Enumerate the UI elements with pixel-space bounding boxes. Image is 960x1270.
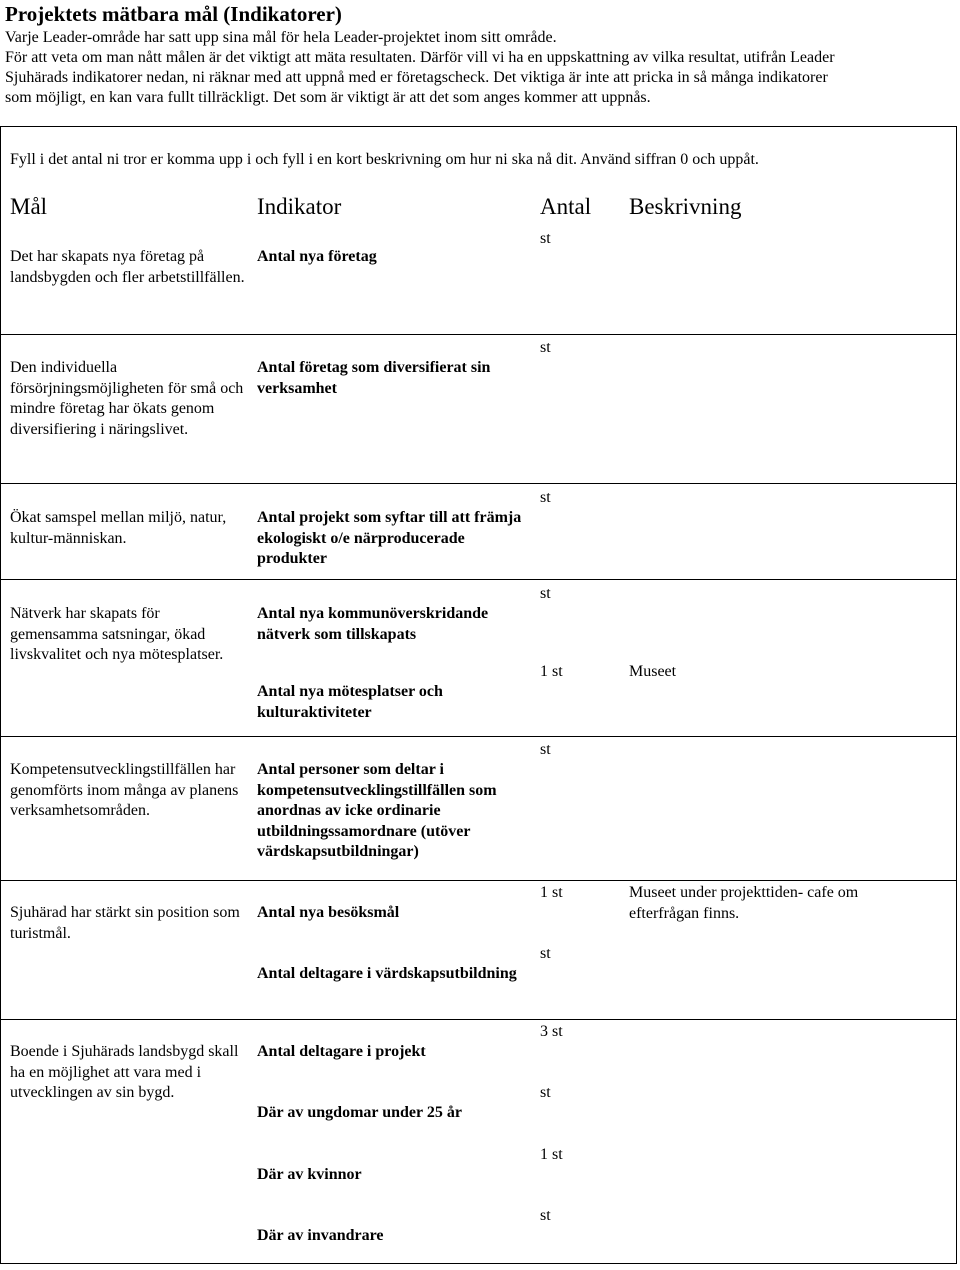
row-divider [0, 880, 957, 881]
indicator-text: Antal deltagare i värdskapsutbildning [257, 965, 517, 982]
intro-line: För att veta om man nått målen är det viktigt att mäta resultaten. Därför vill vi ha en uppskattning av vilka resultat, utifrån Leader [5, 49, 835, 66]
row-divider [0, 483, 957, 484]
row-divider [0, 1019, 957, 1020]
page-title: Projektets mätbara mål (Indikatorer) [5, 2, 342, 26]
header-indicator: Indikator [257, 194, 342, 219]
row-divider [0, 579, 957, 580]
count-field[interactable]: st [540, 339, 551, 356]
instruction-text: Fyll i det antal ni tror er komma upp i och fyll i en kort beskrivning om hur ni ska nå dit. Använd siffran 0 och uppåt. [10, 151, 759, 168]
row-divider [0, 334, 957, 335]
indicator-text: Antal nya besöksmål [257, 904, 400, 921]
count-field[interactable]: st [540, 489, 551, 506]
indicator-text: Antal nya mötesplatser och kulturaktiviteter [257, 683, 443, 721]
header-goal: Mål [10, 194, 48, 219]
count-field[interactable]: st [540, 741, 551, 758]
count-field[interactable]: st [540, 585, 551, 602]
description-field[interactable]: Museet [629, 663, 677, 680]
header-count: Antal [540, 194, 592, 219]
indicator-text: Där av invandrare [257, 1227, 384, 1244]
count-field[interactable]: 1 st [540, 1146, 563, 1163]
indicator-text: Antal deltagare i projekt [257, 1043, 426, 1060]
goal-text: Ökat samspel mellan miljö, natur, kultur-människan. [10, 509, 227, 547]
indicator-text: Antal nya företag [257, 248, 377, 265]
goal-text: Kompetensutvecklingstillfällen har genomförts inom många av planens verksamhetsområden. [10, 761, 239, 819]
indicator-text: Antal företag som diversifierat sin verksamhet [257, 359, 491, 397]
intro-line: Sjuhärads indikatorer nedan, ni räknar med att uppnå med er företagscheck. Det viktiga är inte att pricka in så många indikatorer [5, 69, 828, 86]
count-field[interactable]: st [540, 1084, 551, 1101]
count-field[interactable]: st [540, 230, 551, 247]
goal-text: Det har skapats nya företag på landsbygden och fler arbetstillfällen. [10, 248, 245, 286]
count-field[interactable]: st [540, 945, 551, 962]
description-field[interactable]: Museet under projekttiden- cafe om efterfrågan finns. [629, 884, 859, 922]
intro-line: Varje Leader-område har satt upp sina mål för hela Leader-projektet inom sitt område. [5, 29, 557, 46]
goal-text: Boende i Sjuhärads landsbygd skall ha en möjlighet att vara med i utvecklingen av sin bygd. [10, 1043, 239, 1101]
indicator-text: Där av ungdomar under 25 år [257, 1104, 462, 1121]
count-field[interactable]: 3 st [540, 1023, 563, 1040]
indicator-text: Antal personer som deltar i kompetensutvecklingstillfällen som anordnas av icke ordinarie utbildningssamordnare (utöver värdskapsutbildningar) [257, 761, 497, 860]
indicator-text: Antal nya kommunöverskridande nätverk som tillskapats [257, 605, 489, 643]
goal-text: Sjuhärad har stärkt sin position som turistmål. [10, 904, 240, 942]
indicator-text: Där av kvinnor [257, 1166, 362, 1183]
intro-line: som möjligt, en kan vara fullt tillräckligt. Det som är viktigt är att det som anges kommer att uppnås. [5, 89, 651, 106]
header-description: Beskrivning [629, 194, 742, 219]
count-field[interactable]: 1 st [540, 663, 563, 680]
count-field[interactable]: st [540, 1207, 551, 1224]
goal-text: Nätverk har skapats för gemensamma satsningar, ökad livskvalitet och nya mötesplatser. [10, 605, 224, 663]
row-divider [0, 736, 957, 737]
count-field[interactable]: 1 st [540, 884, 563, 901]
indicator-text: Antal projekt som syftar till att främja ekologiskt o/e närproducerade produkter [257, 509, 522, 567]
intro-text [5, 28, 955, 108]
goal-text: Den individuella försörjningsmöjligheten för små och mindre företag har ökats genom diversifiering i näringslivet. [10, 359, 244, 438]
